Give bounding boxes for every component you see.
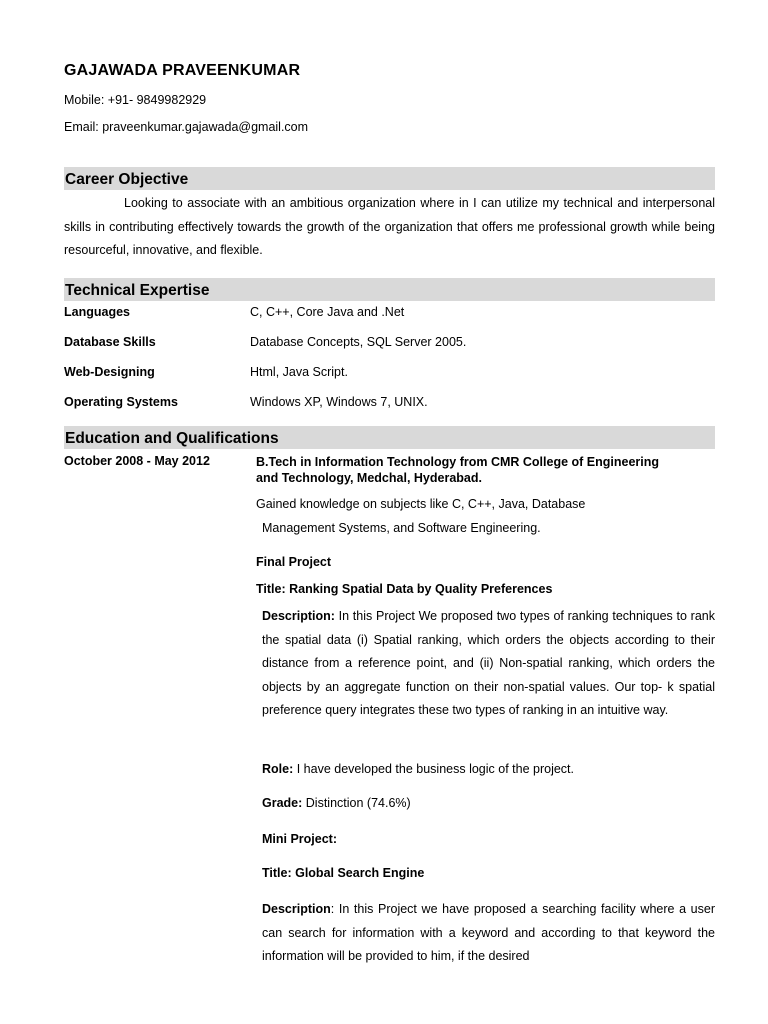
skill-label: Languages: [64, 305, 130, 319]
knowledge-line: Management Systems, and Software Engineering.: [262, 521, 541, 535]
description-text: In this Project We proposed two types of ranking techniques to rank the spatial data (i) Spatial ranking, which orders the objects according to their distance from a reference point, and (ii) Non-spatial ranking, which orders the objects by an aggregate function on their non-spatial values. Our top- k spatial preference query integrates these two types of ranking in an intuitive way.: [262, 609, 715, 717]
skill-label: Operating Systems: [64, 395, 178, 409]
mini-project-heading: Mini Project:: [262, 832, 338, 846]
education-heading: Education and Qualifications: [64, 426, 715, 449]
skill-label: Web-Designing: [64, 365, 155, 379]
mini-project-title: Title: Global Search Engine: [262, 866, 425, 880]
knowledge-line: Gained knowledge on subjects like C, C++, Java, Database: [256, 497, 586, 511]
mobile-number: Mobile: +91- 9849982929: [64, 93, 207, 107]
grade-label: Grade:: [262, 796, 303, 810]
education-degree: B.Tech in Information Technology from CMR College of Engineering and Technology, Medchal, Hyderabad.: [256, 455, 660, 485]
final-project-description: [262, 605, 715, 723]
final-project-heading: Final Project: [256, 555, 332, 569]
technical-expertise-heading: Technical Expertise: [64, 278, 715, 301]
skill-label: Database Skills: [64, 335, 156, 349]
description-label: Description: [262, 902, 331, 916]
career-objective-text: Looking to associate with an ambitious organization where in I can utilize my technical and interpersonal skills in contributing effectively towards the growth of the organization that offers me professional growth while being resourceful, innovative, and flexible.: [64, 196, 715, 257]
project-grade: [262, 792, 715, 816]
role-label: Role:: [262, 762, 294, 776]
skill-value: C, C++, Core Java and .Net: [250, 305, 405, 319]
education-dates: October 2008 - May 2012: [64, 454, 210, 468]
mini-project-description: [262, 898, 715, 968]
description-text: : In this Project we have proposed a searching facility where a user can search for information with a keyword and according to that keyword the information will be provided to him, if the desired: [262, 902, 715, 963]
career-objective-heading: Career Objective: [64, 167, 715, 190]
final-project-title: Title: Ranking Spatial Data by Quality Preferences: [256, 582, 553, 596]
skill-value: Windows XP, Windows 7, UNIX.: [250, 395, 428, 409]
email-address: Email: praveenkumar.gajawada@gmail.com: [64, 120, 309, 134]
grade-text: Distinction (74.6%): [302, 796, 411, 810]
skill-value: Database Concepts, SQL Server 2005.: [250, 335, 467, 349]
role-text: I have developed the business logic of the project.: [293, 762, 574, 776]
education-knowledge: [256, 492, 676, 540]
skill-value: Html, Java Script.: [250, 365, 348, 379]
description-label: Description:: [262, 609, 335, 623]
candidate-name: GAJAWADA PRAVEENKUMAR: [64, 62, 301, 79]
project-role: [262, 758, 715, 782]
